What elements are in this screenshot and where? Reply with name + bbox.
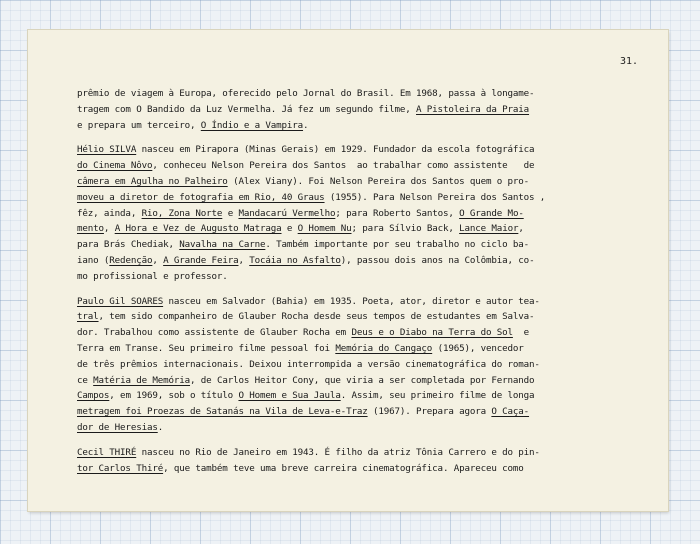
text-run: ; para Roberto Santos,: [335, 207, 460, 219]
underlined-text: Hélio SILVA: [77, 144, 137, 156]
paragraph: [77, 294, 665, 436]
text-line: [77, 404, 665, 420]
underlined-text: O Homem e Sua Jaula: [238, 390, 341, 402]
text-run: (1965), vencedor: [432, 342, 524, 354]
text-run: nasceu em Salvador (Bahia) em 1935. Poeta, ator, diretor e autor tea-: [163, 295, 540, 307]
text-run: . Assim, seu primeiro filme de longa: [340, 390, 535, 402]
text-run: tragem com O Bandido da Luz Vermelha. Já fez um segundo filme,: [77, 103, 417, 115]
text-run: , de Carlos Heitor Cony, que viria a ser completada por Fernando: [190, 374, 535, 386]
paragraph: [77, 86, 665, 133]
text-line: [77, 158, 665, 174]
paragraph: [77, 445, 665, 477]
text-run: e: [512, 327, 530, 339]
underlined-text: Navalha na Carne: [179, 239, 266, 251]
text-line: [77, 86, 665, 102]
text-run: .: [303, 119, 309, 131]
text-line: [77, 174, 665, 190]
text-line: [77, 237, 665, 253]
text-line: [77, 142, 665, 158]
text-line: [77, 118, 665, 134]
text-line: [77, 461, 665, 477]
underlined-text: Cecil THIRÉ: [77, 446, 137, 458]
text-line: [77, 357, 665, 373]
underlined-text: A Hora e Vez de Augusto Matraga: [114, 223, 282, 235]
text-run: ,: [152, 254, 164, 266]
text-run: .: [157, 421, 164, 433]
underlined-text: Memória do Cangaço: [335, 342, 433, 354]
text-line: [77, 373, 665, 389]
underlined-text: A Pistoleira da Praia: [416, 103, 530, 115]
text-run: , tem sido companheiro de Glauber Rocha desde seus tempos de estudantes em Salva-: [98, 311, 535, 323]
underlined-text: tor Carlos Thiré: [77, 462, 164, 474]
underlined-text: O Caça-: [491, 406, 530, 418]
paragraph: [77, 142, 665, 284]
text-run: , que também teve uma breve carreira cinematográfica. Apareceu como: [163, 462, 524, 474]
underlined-text: Campos: [77, 390, 110, 402]
page-number: 31.: [619, 56, 638, 67]
underlined-text: Lance Maior: [459, 223, 519, 235]
text-run: nasceu em Pirapora (Minas Gerais) em 1929. Fundador da escola fotográfica: [136, 144, 535, 156]
underlined-text: A Grande Feira: [163, 254, 239, 266]
text-line: [77, 388, 665, 404]
text-run: ,: [518, 223, 524, 235]
text-line: [77, 102, 665, 118]
underlined-text: Mandacarú Vermelho: [238, 207, 336, 219]
text-run: ,: [238, 254, 250, 266]
text-run: e: [222, 207, 239, 219]
text-run: dor. Trabalhou como assistente de Glauber Rocha em: [77, 327, 352, 339]
text-line: [77, 206, 665, 222]
underlined-text: Paulo Gil SOARES: [77, 295, 164, 307]
text-line: [77, 190, 665, 206]
underlined-text: O Índio e a Vampira: [200, 119, 304, 131]
text-run: nasceu no Rio de Janeiro em 1943. É filho da atriz Tônia Carrero e do pin-: [136, 446, 540, 458]
underlined-text: Matéria de Memória: [93, 374, 191, 386]
underlined-text: O Grande Mo-: [459, 207, 524, 219]
text-line: [77, 294, 665, 310]
text-run: iano (: [77, 254, 110, 266]
text-run: e: [281, 223, 298, 235]
text-run: para Brás Chediak,: [77, 239, 180, 251]
underlined-text: Redenção: [109, 254, 153, 266]
text-line: [77, 420, 665, 436]
text-line: [77, 269, 665, 285]
text-run: fêz, ainda,: [77, 207, 142, 219]
text-run: mo profissional e professor.: [77, 270, 228, 282]
document-body: [77, 86, 665, 485]
text-line: [77, 341, 665, 357]
underlined-text: moveu a diretor de fotografia em Rio, 40 Graus: [77, 191, 325, 203]
text-line: [77, 445, 665, 461]
underlined-text: tral: [77, 311, 99, 323]
text-run: ; para Sílvio Back,: [351, 223, 460, 235]
text-run: Terra em Transe. Seu primeiro filme pessoal foi: [77, 342, 336, 354]
text-run: ,: [103, 223, 115, 235]
document-page: [28, 30, 668, 511]
text-run: (1967). Prepara agora: [367, 406, 492, 418]
text-run: . Também importante por seu trabalho no ciclo ba-: [265, 239, 530, 251]
text-run: , conheceu Nelson Pereira dos Santos ao trabalhar como assistente de: [152, 160, 535, 172]
text-line: [77, 325, 665, 341]
text-run: prêmio de viagem à Europa, oferecido pelo Jornal do Brasil. Em 1968, passa à longame-: [77, 88, 535, 99]
text-run: ), passou dois anos na Colômbia, co-: [340, 254, 535, 266]
text-line: [77, 309, 665, 325]
text-run: ce: [77, 374, 94, 386]
underlined-text: do Cinema Nôvo: [77, 160, 153, 172]
underlined-text: Deus e o Diabo na Terra do Sol: [351, 327, 513, 339]
underlined-text: dor de Heresias: [77, 421, 158, 433]
underlined-text: Rio, Zona Norte: [141, 207, 223, 219]
text-run: e prepara um terceiro,: [77, 119, 201, 131]
underlined-text: mento: [77, 223, 104, 235]
text-line: [77, 221, 665, 237]
text-line: [77, 253, 665, 269]
underlined-text: Tocáia no Asfalto: [249, 254, 341, 266]
underlined-text: O Homem Nu: [297, 223, 352, 235]
underlined-text: câmera em Agulha no Palheiro: [77, 175, 228, 187]
text-run: , em 1969, sob o título: [109, 390, 239, 402]
text-run: (1955). Para Nelson Pereira dos Santos ,: [324, 191, 546, 203]
underlined-text: metragem foi Proezas de Satanás na Vila de Leva-e-Traz: [77, 406, 368, 418]
text-run: de três prêmios internacionais. Deixou interrompida a versão cinematográfica do roman-: [77, 358, 540, 370]
text-run: (Alex Viany). Foi Nelson Pereira dos Santos quem o pro-: [227, 175, 530, 187]
